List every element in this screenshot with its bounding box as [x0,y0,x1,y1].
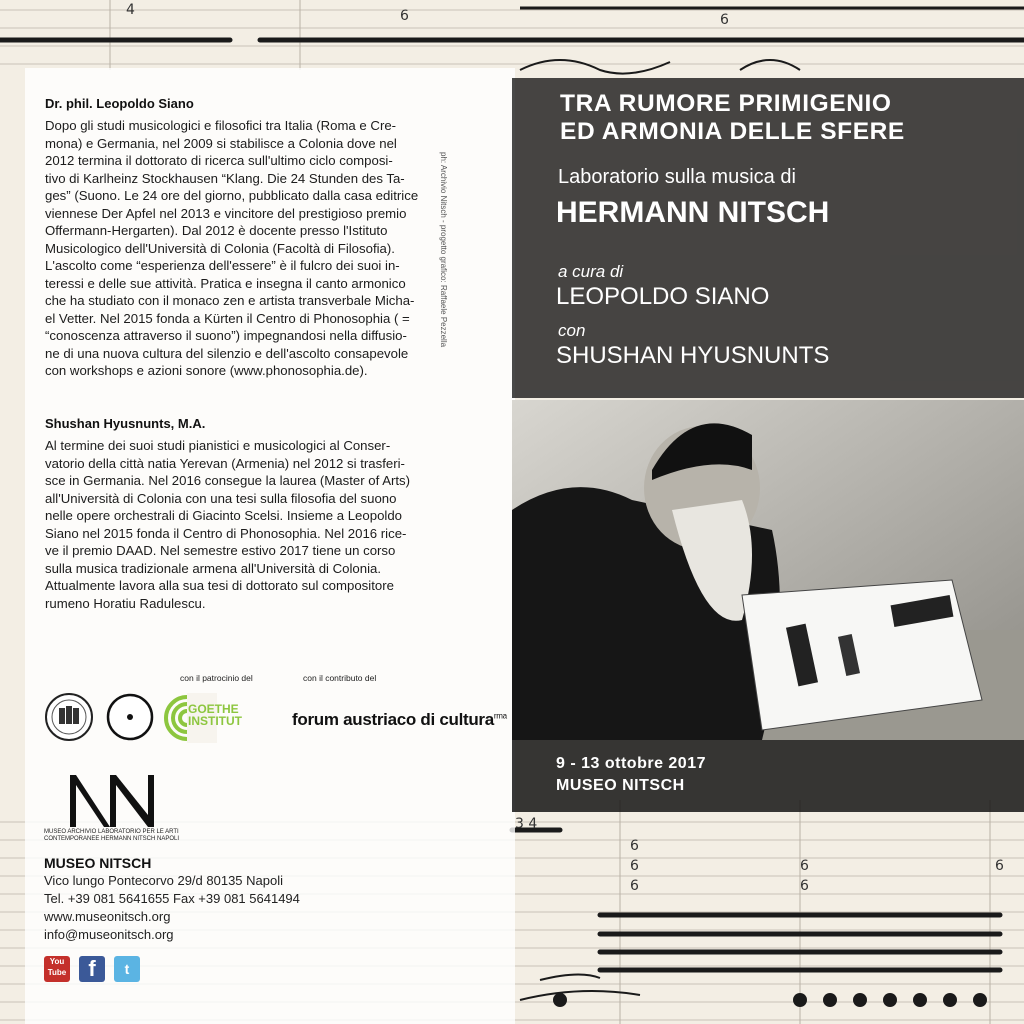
forum-label: forum austriaco di cultura [292,710,494,729]
youtube-line-1: You [49,957,65,966]
svg-text:6: 6 [630,838,639,854]
photo-credit: ph: Archivio Nitsch - progetto grafico: Raffaele Pezzella [439,152,448,348]
bio-hyusnunts-text: Al termine dei suoi studi pianistici e musicologici al Conser- vatorio della città natia Yerevan (Armenia) nel 2012 si trasferi- sce in Germania. Nel 2016 consegue la laurea (Master of Arts) all'Università di Colonia con una tesi sulla filosofia del suono nelle opere orchestrali di Giacinto Scelsi. Insieme a Leopoldo Siano nel 2015 fonda il Centro di Phonosophia. Nel 2016 rice- ve il premio DAAD. Nel semestre estivo 2017 tiene un corso sulla musica tradizionale armena all'Università di Colonia. Attualmente lavora alla sua tesi di dottorato sul compositore rumeno Horatiu Radulescu. [45,438,411,611]
svg-text:4: 4 [126,2,135,18]
event-title-line-2: ED ARMONIA DELLE SFERE [560,118,905,145]
event-venue: MUSEO NITSCH [556,777,685,794]
svg-text:3 4: 3 4 [515,816,538,832]
youtube-line-2: Tube [47,968,67,977]
bio-siano-text: Dopo gli studi musicologici e filosofici tra Italia (Roma e Cre- mona) e Germania, nel 2009 si stabilisce a Colonia dove nel 2012 termina il dottorato di ricerca sull'ultimo ciclo composi- tivo di Karlheinz Stockhausen “Klang. Die 24 Stunden des Ta- ges” (Suono. Le 24 ore del giorno, pubblicato dalla casa editrice viennese Der Apfel nel 2013 e vincitore del prestigioso premio Offermann-Hergarten). Dal 2012 è docente presso l'Istituto Musicologico dell'Università di Colonia (Facoltà di Filosofia). L'ascolto come “esperienza dell'essere” è il fulcro dei suoi in- teressi e delle sue attività. Pratica e insegna il canto armonico che ha studiato con il monaco zen e artista transverbale Micha- el Vetter. Nel 2015 fonda a Kürten il Centro di Phonosophia ( = “conoscenza attraverso il suono”) impegnandosi nella diffusio- ne di una nuova cultura del silenzio e dell'ascolto consapevole con workshops e azioni sonore (www.phonosophia.de). [45,118,419,378]
forum-sup: rma [493,711,507,721]
circle-dot-logo-icon [105,692,155,742]
museo-nitsch-logo-icon [70,775,154,827]
svg-text:6: 6 [800,858,809,874]
svg-text:6: 6 [720,12,729,28]
museum-name: MUSEO NITSCH [44,855,152,871]
svg-text:6: 6 [630,878,639,894]
event-subtitle: Laboratorio sulla musica di [558,166,796,188]
contribution-label: con il contributo del [303,673,377,683]
museum-phone: Tel. +39 081 5641655 Fax +39 081 5641494 [44,891,300,906]
goethe-institut-label [188,703,242,727]
event-dates: 9 - 13 ottobre 2017 [556,755,706,772]
with-label: con [558,321,586,340]
curator-name: LEOPOLDO SIANO [556,283,770,310]
museum-address: Vico lungo Pontecorvo 29/d 80135 Napoli [44,873,283,888]
twitter-icon[interactable]: t [114,956,140,982]
patronage-label: con il patrocinio del [180,673,253,683]
svg-text:6: 6 [400,8,409,24]
svg-text:6: 6 [995,858,1004,874]
event-title-line-1: TRA RUMORE PRIMIGENIO [560,90,892,117]
university-seal-icon [44,692,94,742]
artist-photo [512,400,1024,740]
bio-hyusnunts-title: Shushan Hyusnunts, M.A. [45,416,206,431]
svg-text:6: 6 [630,858,639,874]
goethe-line-2: INSTITUT [188,714,242,728]
facebook-icon[interactable]: f [79,956,105,982]
museum-email-link[interactable]: info@museonitsch.org [44,927,174,942]
museum-website-link[interactable]: www.museonitsch.org [44,909,171,924]
youtube-icon[interactable] [44,956,70,982]
goethe-line-1: GOETHE [188,702,239,716]
bio-siano-title: Dr. phil. Leopoldo Siano [45,96,194,111]
artist-name: HERMANN NITSCH [556,196,830,229]
museum-caption: MUSEO ARCHIVIO LABORATORIO PER LE ARTI CONTEMPORANEE HERMANN NITSCH NAPOLI [44,829,180,842]
svg-text:6: 6 [800,878,809,894]
event-date-panel [512,740,1024,812]
curated-by-label: a cura di [558,262,624,281]
guest-name: SHUSHAN HYUSNUNTS [556,342,830,369]
forum-austriaco-logo [292,710,507,730]
